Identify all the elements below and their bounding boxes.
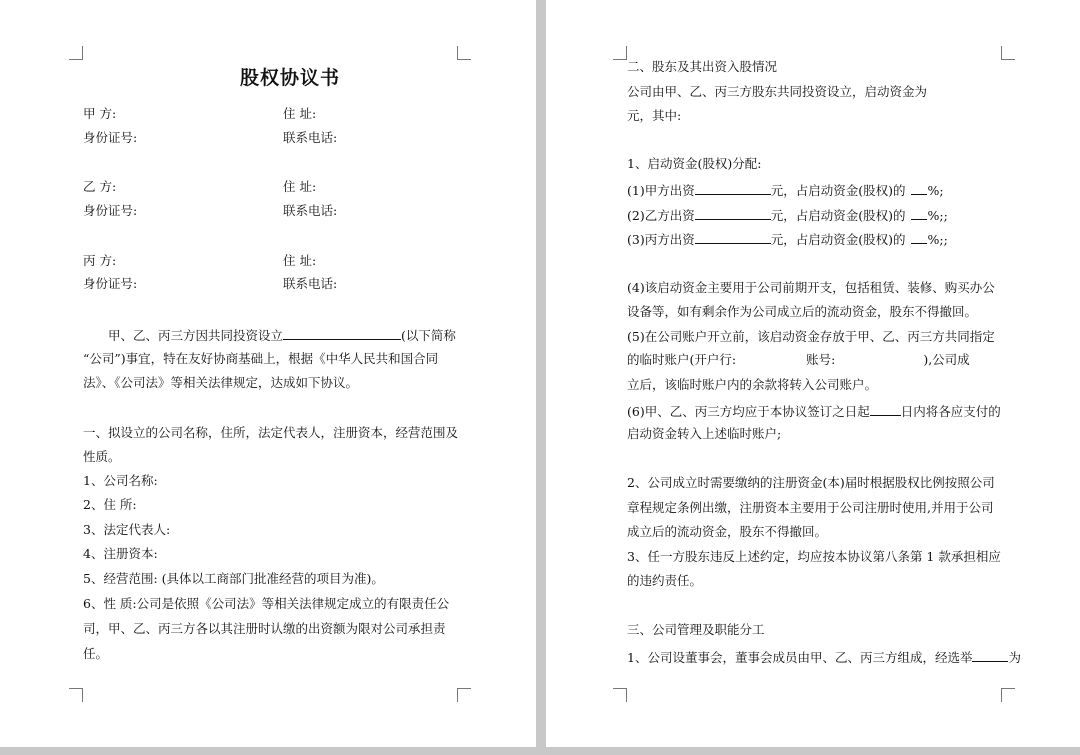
paragraph-text: (6)甲、乙、丙三方均应于本协议签订之日起 bbox=[627, 404, 870, 419]
party-b-id-label: 身份证号: bbox=[83, 203, 138, 218]
page-corner-mark bbox=[69, 46, 83, 60]
list-item: 3、法定代表人: bbox=[83, 522, 171, 537]
paragraph-text: ),公司成 bbox=[923, 352, 970, 367]
document-title: 股权协议书 bbox=[240, 67, 341, 89]
allocation-text: (1)甲方出资 bbox=[627, 183, 695, 198]
percent-blank bbox=[911, 230, 927, 244]
party-a-phone-label: 联系电话: bbox=[283, 130, 338, 145]
page-corner-mark bbox=[1001, 688, 1015, 702]
list-item: 2、住 所: bbox=[83, 497, 137, 512]
paragraph-line: 成立后的流动资金，股东不得撤回。 bbox=[627, 524, 828, 539]
amount-blank bbox=[695, 230, 771, 244]
intro-text: (以下简称 bbox=[401, 328, 456, 343]
allocation-text: (2)乙方出资 bbox=[627, 208, 695, 223]
party-c-id-label: 身份证号: bbox=[83, 276, 138, 291]
list-item: 任。 bbox=[83, 646, 109, 661]
intro-text: 甲、乙、丙三方因共同投资设立 bbox=[108, 328, 284, 343]
allocation-line bbox=[627, 230, 948, 248]
document-page-right bbox=[546, 0, 1080, 747]
days-blank bbox=[870, 402, 901, 416]
party-b-phone-label: 联系电话: bbox=[283, 203, 338, 218]
paragraph-text: 为 bbox=[1008, 650, 1021, 665]
allocation-line bbox=[627, 181, 944, 199]
party-b-label: 乙 方: bbox=[83, 179, 117, 194]
page-corner-mark bbox=[457, 688, 471, 702]
percent-blank bbox=[911, 181, 927, 195]
party-c-label: 丙 方: bbox=[83, 253, 117, 268]
paragraph-line: 立后，该临时账户内的余款将转入公司账户。 bbox=[627, 377, 878, 392]
party-a-address-label: 住 址: bbox=[283, 106, 317, 121]
page-corner-mark bbox=[613, 46, 627, 60]
intro-line bbox=[108, 326, 456, 344]
paragraph-line: 元，其中: bbox=[627, 108, 682, 123]
paragraph-line: (5)在公司账户开立前，该启动资金存放于甲、乙、丙三方共同指定 bbox=[627, 329, 995, 344]
amount-blank bbox=[695, 181, 771, 195]
intro-line: “公司”)事宜，特在友好协商基础上，根据《中华人民共和国合同 bbox=[83, 351, 439, 366]
paragraph-text: 日内将各应支付的 bbox=[900, 404, 1001, 419]
party-c-address-label: 住 址: bbox=[283, 253, 317, 268]
page-corner-mark bbox=[69, 688, 83, 702]
section-heading: 二、股东及其出资入股情况 bbox=[627, 59, 778, 74]
section-heading: 一、拟设立的公司名称，住所，法定代表人，注册资本，经营范围及 bbox=[83, 425, 459, 440]
allocation-text: %; bbox=[927, 183, 944, 198]
list-item: 司，甲、乙、丙三方各以其注册时认缴的出资额为限对公司承担责 bbox=[83, 621, 446, 636]
paragraph-line: (4)该启动资金主要用于公司前期开支，包括租赁、装修、购买办公 bbox=[627, 280, 995, 295]
paragraph-line: 公司由甲、乙、丙三方股东共同投资设立，启动资金为 bbox=[627, 84, 928, 99]
paragraph-line bbox=[627, 352, 970, 368]
page-corner-mark bbox=[457, 46, 471, 60]
allocation-text: 元，占启动资金(股权)的 bbox=[770, 183, 906, 198]
paragraph-line: 章程规定条例出缴，注册资本主要用于公司注册时使用,并用于公司 bbox=[627, 500, 994, 515]
allocation-text: 元，占启动资金(股权)的 bbox=[770, 208, 906, 223]
list-item: 1、公司名称: bbox=[83, 473, 158, 488]
party-b-address-label: 住 址: bbox=[283, 179, 317, 194]
allocation-text: %;; bbox=[927, 232, 948, 247]
chairman-blank bbox=[972, 648, 1008, 662]
page-corner-mark bbox=[613, 688, 627, 702]
document-page-left bbox=[0, 0, 536, 747]
party-a-label: 甲 方: bbox=[83, 106, 117, 121]
paragraph-line: 2、公司成立时需要缴纳的注册资金(本)届时根据股权比例按照公司 bbox=[627, 475, 995, 490]
allocation-text: %;; bbox=[927, 208, 948, 223]
list-item: 4、注册资本: bbox=[83, 546, 158, 561]
list-item: 5、经营范围: (具体以工商部门批准经营的项目为准)。 bbox=[83, 571, 384, 586]
paragraph-line bbox=[627, 648, 1021, 666]
subsection-heading: 1、启动资金(股权)分配: bbox=[627, 156, 762, 171]
party-c-phone-label: 联系电话: bbox=[283, 276, 338, 291]
allocation-text: 元，占启动资金(股权)的 bbox=[770, 232, 906, 247]
paragraph-line bbox=[627, 402, 1001, 420]
party-a-id-label: 身份证号: bbox=[83, 130, 138, 145]
paragraph-line: 启动资金转入上述临时账户; bbox=[627, 426, 782, 441]
allocation-text: (3)丙方出资 bbox=[627, 232, 695, 247]
percent-blank bbox=[911, 206, 927, 220]
page-corner-mark bbox=[1001, 46, 1015, 60]
intro-line: 法》、《公司法》等相关法律规定，达成如下协议。 bbox=[83, 375, 359, 390]
account-number-label: 账号: bbox=[806, 352, 836, 367]
section-heading: 三、公司管理及职能分工 bbox=[627, 622, 765, 637]
amount-blank bbox=[695, 206, 771, 220]
paragraph-line: 设备等，如有剩余作为公司成立后的流动资金，股东不得撤回。 bbox=[627, 304, 978, 319]
paragraph-text: 1、公司设董事会，董事会成员由甲、乙、丙三方组成，经选举 bbox=[627, 650, 973, 665]
section-heading: 性质。 bbox=[83, 449, 121, 464]
company-name-blank bbox=[283, 326, 401, 340]
allocation-line bbox=[627, 206, 948, 224]
paragraph-line: 的违约责任。 bbox=[627, 573, 703, 588]
paragraph-line: 3、任一方股东违反上述约定，均应按本协议第八条第 1 款承担相应 bbox=[627, 549, 1001, 564]
list-item: 6、性 质:公司是依照《公司法》等相关法律规定成立的有限责任公 bbox=[83, 596, 450, 611]
account-bank-label: 的临时账户(开户行: bbox=[627, 352, 737, 367]
